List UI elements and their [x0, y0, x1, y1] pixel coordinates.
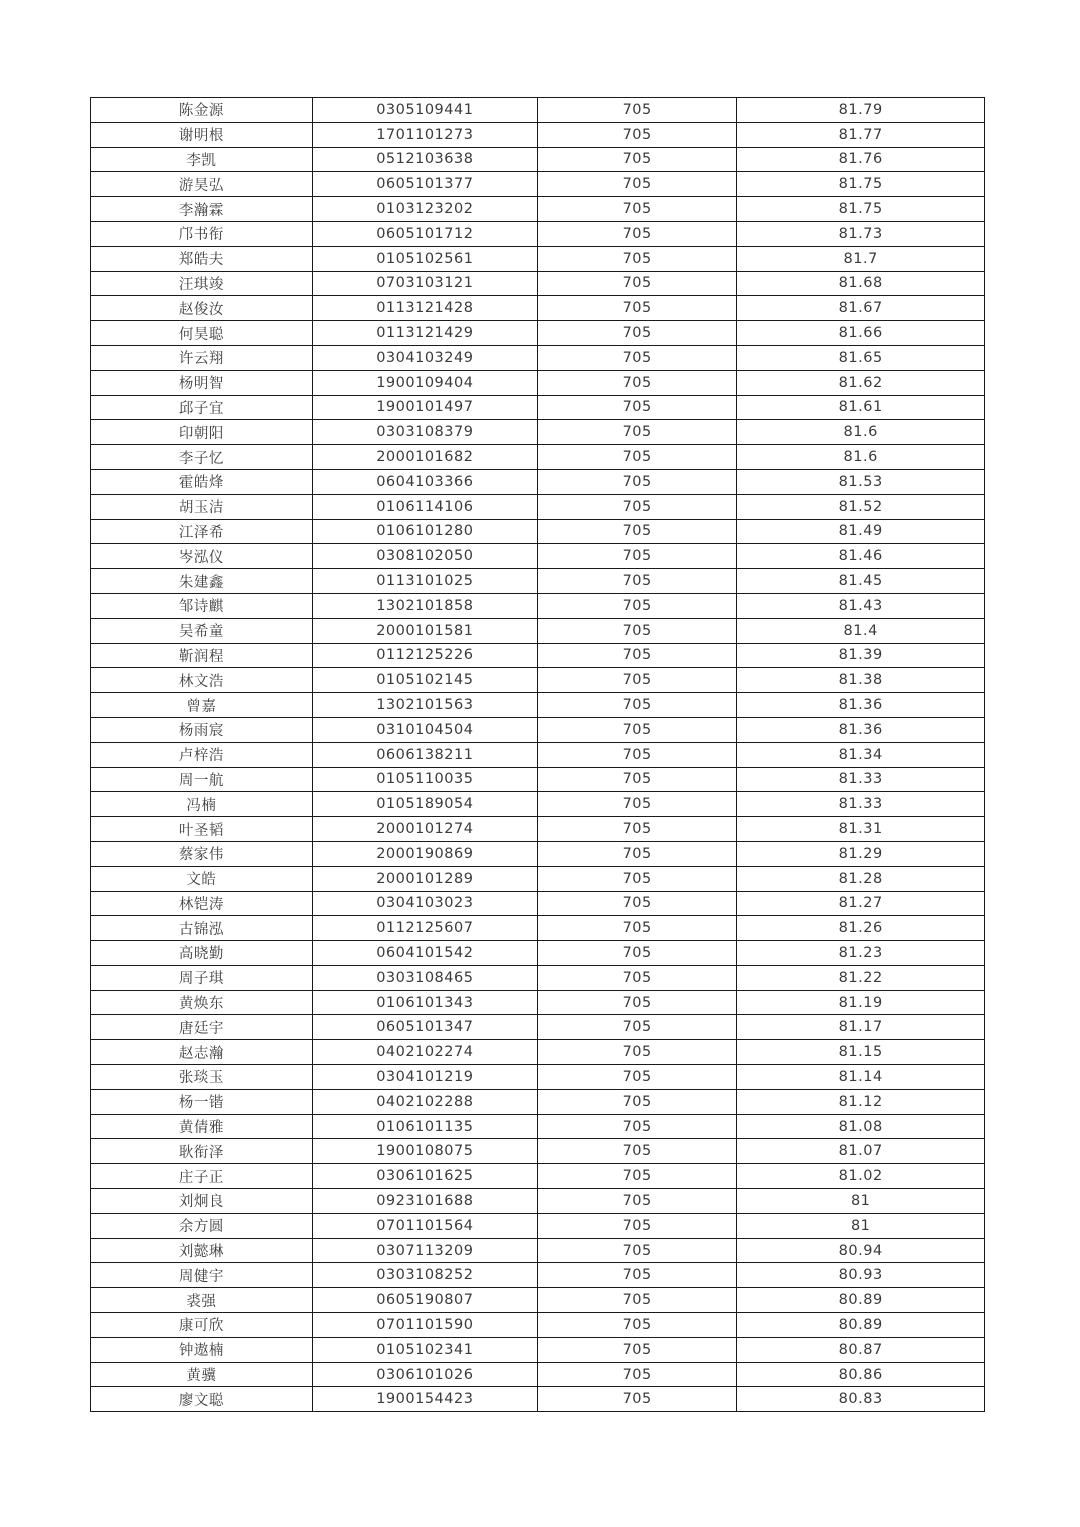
cell-name: 裘强 — [91, 1288, 313, 1313]
cell-id: 0308102050 — [312, 544, 537, 569]
table-row — [91, 469, 985, 494]
cell-id: 0310104504 — [312, 717, 537, 742]
cell-id: 0106101280 — [312, 519, 537, 544]
table-row — [91, 891, 985, 916]
table-row — [91, 866, 985, 891]
table-row — [91, 420, 985, 445]
table-row — [91, 147, 985, 172]
table-row — [91, 643, 985, 668]
cell-id: 0113121429 — [312, 321, 537, 346]
cell-id: 0112125226 — [312, 643, 537, 668]
table-row — [91, 271, 985, 296]
cell-final-score: 81.6 — [737, 445, 985, 470]
table-row — [91, 1387, 985, 1412]
cell-id: 1900109404 — [312, 370, 537, 395]
table-row — [91, 296, 985, 321]
cell-group-score: 705 — [537, 1065, 736, 1090]
cell-name: 印朝阳 — [91, 420, 313, 445]
cell-id: 0303108465 — [312, 965, 537, 990]
cell-name: 周一航 — [91, 767, 313, 792]
cell-id: 0303108379 — [312, 420, 537, 445]
cell-final-score: 81.66 — [737, 321, 985, 346]
cell-name: 周子琪 — [91, 965, 313, 990]
cell-id: 0512103638 — [312, 147, 537, 172]
table-row — [91, 395, 985, 420]
cell-id: 1302101563 — [312, 693, 537, 718]
cell-group-score: 705 — [537, 370, 736, 395]
cell-final-score: 81.79 — [737, 98, 985, 123]
cell-final-score: 81.67 — [737, 296, 985, 321]
cell-final-score: 81.27 — [737, 891, 985, 916]
cell-id: 0604103366 — [312, 469, 537, 494]
table-row — [91, 693, 985, 718]
table-row — [91, 370, 985, 395]
cell-name: 廖文聪 — [91, 1387, 313, 1412]
cell-group-score: 705 — [537, 395, 736, 420]
cell-name: 钟遨楠 — [91, 1337, 313, 1362]
cell-final-score: 81.23 — [737, 941, 985, 966]
cell-group-score: 705 — [537, 1040, 736, 1065]
cell-group-score: 705 — [537, 668, 736, 693]
cell-name: 耿衔泽 — [91, 1139, 313, 1164]
cell-group-score: 705 — [537, 618, 736, 643]
cell-final-score: 81.08 — [737, 1114, 985, 1139]
cell-name: 卢梓浩 — [91, 742, 313, 767]
table-row — [91, 519, 985, 544]
cell-group-score: 705 — [537, 1288, 736, 1313]
cell-group-score: 705 — [537, 593, 736, 618]
cell-final-score: 81.28 — [737, 866, 985, 891]
cell-group-score: 705 — [537, 1189, 736, 1214]
cell-name: 郑皓夫 — [91, 246, 313, 271]
cell-final-score: 81.29 — [737, 841, 985, 866]
cell-id: 1701101273 — [312, 122, 537, 147]
cell-id: 0106101343 — [312, 990, 537, 1015]
cell-final-score: 81.76 — [737, 147, 985, 172]
cell-name: 张琰玉 — [91, 1065, 313, 1090]
cell-final-score: 81.49 — [737, 519, 985, 544]
cell-id: 0604101542 — [312, 941, 537, 966]
cell-id: 2000190869 — [312, 841, 537, 866]
cell-name: 庄子正 — [91, 1164, 313, 1189]
cell-name: 汪琪竣 — [91, 271, 313, 296]
cell-name: 文皓 — [91, 866, 313, 891]
table-row — [91, 172, 985, 197]
cell-group-score: 705 — [537, 122, 736, 147]
cell-group-score: 705 — [537, 1387, 736, 1412]
cell-group-score: 705 — [537, 321, 736, 346]
cell-id: 1900108075 — [312, 1139, 537, 1164]
table-row — [91, 197, 985, 222]
cell-group-score: 705 — [537, 841, 736, 866]
cell-group-score: 705 — [537, 98, 736, 123]
cell-group-score: 705 — [537, 866, 736, 891]
cell-group-score: 705 — [537, 916, 736, 941]
cell-group-score: 705 — [537, 544, 736, 569]
cell-name: 赵俊汝 — [91, 296, 313, 321]
cell-id: 0304103249 — [312, 345, 537, 370]
cell-group-score: 705 — [537, 271, 736, 296]
cell-id: 0113121428 — [312, 296, 537, 321]
cell-name: 许云翔 — [91, 345, 313, 370]
table-row — [91, 1263, 985, 1288]
cell-id: 2000101682 — [312, 445, 537, 470]
table-row — [91, 1213, 985, 1238]
cell-group-score: 705 — [537, 345, 736, 370]
score-table — [90, 97, 985, 1412]
table-row — [91, 569, 985, 594]
table-row — [91, 1288, 985, 1313]
table-row — [91, 767, 985, 792]
cell-group-score: 705 — [537, 1337, 736, 1362]
cell-final-score: 81.61 — [737, 395, 985, 420]
cell-group-score: 705 — [537, 1313, 736, 1338]
cell-name: 叶圣韬 — [91, 817, 313, 842]
cell-final-score: 81.02 — [737, 1164, 985, 1189]
cell-final-score: 81.31 — [737, 817, 985, 842]
cell-name: 江泽希 — [91, 519, 313, 544]
cell-group-score: 705 — [537, 817, 736, 842]
cell-id: 0105102561 — [312, 246, 537, 271]
cell-name: 游昊弘 — [91, 172, 313, 197]
table-row — [91, 1065, 985, 1090]
cell-id: 0606138211 — [312, 742, 537, 767]
table-row — [91, 965, 985, 990]
cell-id: 0605101377 — [312, 172, 537, 197]
cell-final-score: 81.39 — [737, 643, 985, 668]
cell-group-score: 705 — [537, 792, 736, 817]
cell-name: 刘懿琳 — [91, 1238, 313, 1263]
cell-group-score: 705 — [537, 469, 736, 494]
cell-final-score: 81.26 — [737, 916, 985, 941]
cell-group-score: 705 — [537, 742, 736, 767]
table-row — [91, 817, 985, 842]
cell-name: 林文浩 — [91, 668, 313, 693]
cell-group-score: 705 — [537, 1263, 736, 1288]
cell-name: 杨雨宸 — [91, 717, 313, 742]
cell-name: 邱子宜 — [91, 395, 313, 420]
cell-id: 2000101581 — [312, 618, 537, 643]
table-row — [91, 742, 985, 767]
cell-id: 0605190807 — [312, 1288, 537, 1313]
cell-final-score: 81.45 — [737, 569, 985, 594]
cell-group-score: 705 — [537, 519, 736, 544]
cell-name: 岑泓仪 — [91, 544, 313, 569]
cell-id: 0106114106 — [312, 494, 537, 519]
cell-group-score: 705 — [537, 1164, 736, 1189]
cell-id: 0701101564 — [312, 1213, 537, 1238]
cell-final-score: 81.6 — [737, 420, 985, 445]
table-row — [91, 345, 985, 370]
cell-group-score: 705 — [537, 643, 736, 668]
cell-final-score: 81.46 — [737, 544, 985, 569]
cell-id: 0605101712 — [312, 221, 537, 246]
cell-name: 唐廷宇 — [91, 1015, 313, 1040]
cell-name: 黄骥 — [91, 1362, 313, 1387]
table-row — [91, 1164, 985, 1189]
cell-id: 0402102288 — [312, 1089, 537, 1114]
table-row — [91, 221, 985, 246]
cell-final-score: 81.68 — [737, 271, 985, 296]
table-row — [91, 916, 985, 941]
table-row — [91, 122, 985, 147]
cell-name: 邹诗麒 — [91, 593, 313, 618]
cell-id: 2000101289 — [312, 866, 537, 891]
cell-final-score: 81.33 — [737, 792, 985, 817]
cell-group-score: 705 — [537, 1114, 736, 1139]
table-row — [91, 792, 985, 817]
cell-group-score: 705 — [537, 569, 736, 594]
cell-final-score: 80.89 — [737, 1288, 985, 1313]
cell-name: 冯楠 — [91, 792, 313, 817]
table-row — [91, 1362, 985, 1387]
cell-id: 0701101590 — [312, 1313, 537, 1338]
cell-id: 0306101625 — [312, 1164, 537, 1189]
table-row — [91, 1089, 985, 1114]
cell-group-score: 705 — [537, 445, 736, 470]
cell-final-score: 81.19 — [737, 990, 985, 1015]
cell-group-score: 705 — [537, 420, 736, 445]
cell-name: 李瀚霖 — [91, 197, 313, 222]
cell-final-score: 81.07 — [737, 1139, 985, 1164]
table-row — [91, 1114, 985, 1139]
cell-final-score: 81.36 — [737, 693, 985, 718]
cell-name: 靳润程 — [91, 643, 313, 668]
cell-final-score: 80.87 — [737, 1337, 985, 1362]
cell-group-score: 705 — [537, 941, 736, 966]
cell-name: 朱建鑫 — [91, 569, 313, 594]
cell-name: 蔡家伟 — [91, 841, 313, 866]
cell-name: 林铠涛 — [91, 891, 313, 916]
cell-group-score: 705 — [537, 1089, 736, 1114]
table-row — [91, 1040, 985, 1065]
cell-name: 谢明根 — [91, 122, 313, 147]
cell-id: 0303108252 — [312, 1263, 537, 1288]
cell-final-score: 80.94 — [737, 1238, 985, 1263]
cell-group-score: 705 — [537, 767, 736, 792]
cell-id: 0703103121 — [312, 271, 537, 296]
cell-final-score: 81.75 — [737, 197, 985, 222]
cell-final-score: 81.17 — [737, 1015, 985, 1040]
cell-id: 1302101858 — [312, 593, 537, 618]
cell-final-score: 81.75 — [737, 172, 985, 197]
cell-id: 0103123202 — [312, 197, 537, 222]
table-row — [91, 544, 985, 569]
table-row — [91, 593, 985, 618]
score-table-body — [91, 98, 985, 1412]
cell-group-score: 705 — [537, 147, 736, 172]
cell-name: 李凯 — [91, 147, 313, 172]
table-row — [91, 1313, 985, 1338]
table-row — [91, 1238, 985, 1263]
cell-name: 古锦泓 — [91, 916, 313, 941]
cell-final-score: 81.65 — [737, 345, 985, 370]
cell-final-score: 80.86 — [737, 1362, 985, 1387]
cell-id: 0113101025 — [312, 569, 537, 594]
cell-final-score: 81.77 — [737, 122, 985, 147]
cell-group-score: 705 — [537, 1139, 736, 1164]
cell-group-score: 705 — [537, 1238, 736, 1263]
cell-final-score: 81.73 — [737, 221, 985, 246]
cell-id: 0605101347 — [312, 1015, 537, 1040]
cell-group-score: 705 — [537, 965, 736, 990]
cell-final-score: 81.7 — [737, 246, 985, 271]
cell-name: 陈金源 — [91, 98, 313, 123]
cell-id: 0402102274 — [312, 1040, 537, 1065]
table-row — [91, 1015, 985, 1040]
cell-group-score: 705 — [537, 891, 736, 916]
cell-name: 黄焕东 — [91, 990, 313, 1015]
cell-id: 1900154423 — [312, 1387, 537, 1412]
cell-final-score: 81.38 — [737, 668, 985, 693]
cell-id: 0105189054 — [312, 792, 537, 817]
table-row — [91, 618, 985, 643]
table-row — [91, 98, 985, 123]
cell-final-score: 81.36 — [737, 717, 985, 742]
cell-final-score: 81.53 — [737, 469, 985, 494]
cell-group-score: 705 — [537, 296, 736, 321]
cell-name: 康可欣 — [91, 1313, 313, 1338]
cell-group-score: 705 — [537, 494, 736, 519]
cell-name: 李子忆 — [91, 445, 313, 470]
table-row — [91, 1139, 985, 1164]
cell-id: 0307113209 — [312, 1238, 537, 1263]
cell-id: 2000101274 — [312, 817, 537, 842]
cell-group-score: 705 — [537, 221, 736, 246]
cell-group-score: 705 — [537, 990, 736, 1015]
cell-id: 0304101219 — [312, 1065, 537, 1090]
cell-name: 赵志瀚 — [91, 1040, 313, 1065]
cell-id: 0923101688 — [312, 1189, 537, 1214]
cell-final-score: 80.89 — [737, 1313, 985, 1338]
cell-group-score: 705 — [537, 1015, 736, 1040]
cell-name: 吴希童 — [91, 618, 313, 643]
table-row — [91, 990, 985, 1015]
cell-final-score: 81.33 — [737, 767, 985, 792]
cell-final-score: 80.93 — [737, 1263, 985, 1288]
cell-group-score: 705 — [537, 1362, 736, 1387]
cell-name: 余方圆 — [91, 1213, 313, 1238]
cell-final-score: 81.14 — [737, 1065, 985, 1090]
cell-final-score: 81 — [737, 1213, 985, 1238]
cell-name: 刘炯良 — [91, 1189, 313, 1214]
cell-final-score: 81.4 — [737, 618, 985, 643]
cell-id: 0304103023 — [312, 891, 537, 916]
cell-id: 0305109441 — [312, 98, 537, 123]
cell-final-score: 81.34 — [737, 742, 985, 767]
table-row — [91, 1189, 985, 1214]
cell-group-score: 705 — [537, 1213, 736, 1238]
table-row — [91, 445, 985, 470]
cell-name: 周健宇 — [91, 1263, 313, 1288]
cell-final-score: 81.62 — [737, 370, 985, 395]
table-row — [91, 321, 985, 346]
table-row — [91, 1337, 985, 1362]
cell-name: 黄倩雅 — [91, 1114, 313, 1139]
cell-final-score: 81.12 — [737, 1089, 985, 1114]
cell-name: 曾嘉 — [91, 693, 313, 718]
cell-group-score: 705 — [537, 693, 736, 718]
cell-id: 0105110035 — [312, 767, 537, 792]
cell-group-score: 705 — [537, 717, 736, 742]
cell-id: 0105102145 — [312, 668, 537, 693]
cell-name: 何昊聪 — [91, 321, 313, 346]
cell-final-score: 81 — [737, 1189, 985, 1214]
cell-group-score: 705 — [537, 246, 736, 271]
cell-name: 杨明智 — [91, 370, 313, 395]
cell-name: 邝书衔 — [91, 221, 313, 246]
table-row — [91, 246, 985, 271]
table-row — [91, 668, 985, 693]
cell-name: 高晓勤 — [91, 941, 313, 966]
cell-id: 0105102341 — [312, 1337, 537, 1362]
cell-final-score: 80.83 — [737, 1387, 985, 1412]
cell-name: 胡玉洁 — [91, 494, 313, 519]
cell-id: 1900101497 — [312, 395, 537, 420]
table-row — [91, 494, 985, 519]
cell-name: 霍皓烽 — [91, 469, 313, 494]
cell-final-score: 81.52 — [737, 494, 985, 519]
cell-group-score: 705 — [537, 197, 736, 222]
cell-group-score: 705 — [537, 172, 736, 197]
cell-name: 杨一锴 — [91, 1089, 313, 1114]
cell-id: 0112125607 — [312, 916, 537, 941]
table-row — [91, 941, 985, 966]
cell-final-score: 81.15 — [737, 1040, 985, 1065]
cell-final-score: 81.22 — [737, 965, 985, 990]
cell-id: 0106101135 — [312, 1114, 537, 1139]
cell-id: 0306101026 — [312, 1362, 537, 1387]
table-row — [91, 841, 985, 866]
cell-final-score: 81.43 — [737, 593, 985, 618]
table-row — [91, 717, 985, 742]
